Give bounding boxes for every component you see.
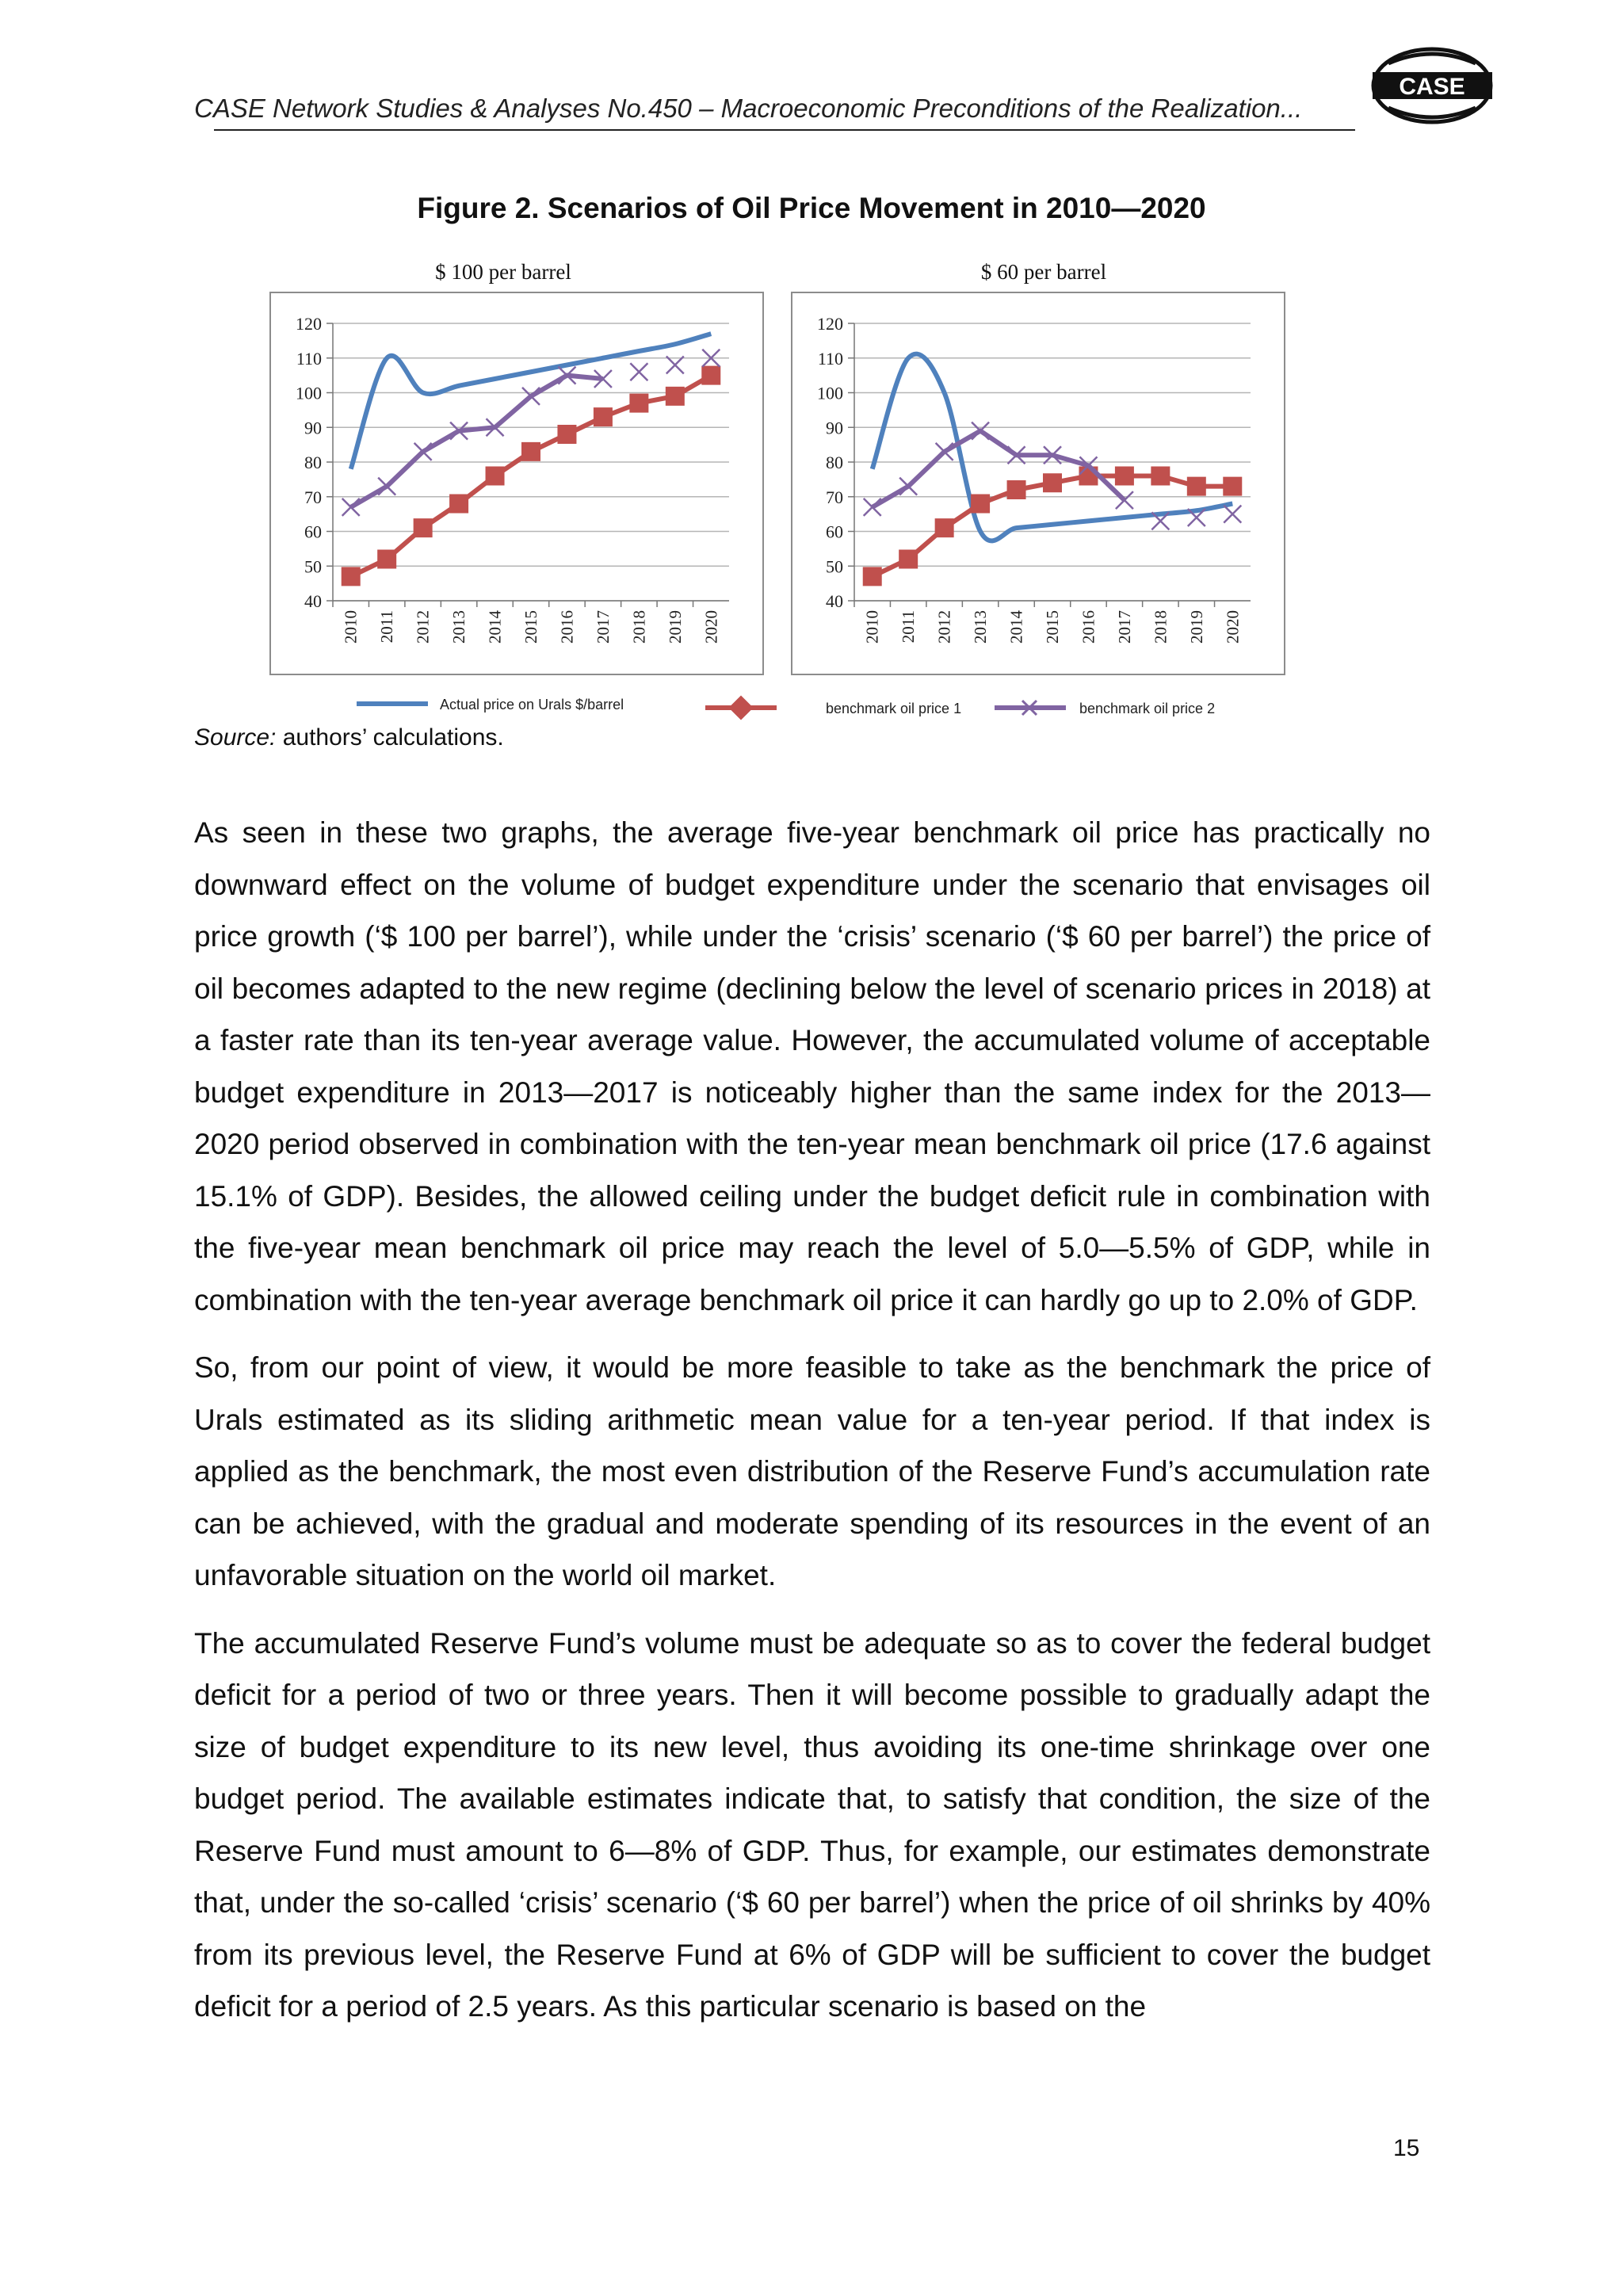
x-tick-label: 2014 [1006,610,1026,644]
y-tick-label: 80 [304,453,322,472]
bench1-point [449,495,468,514]
chart-100-per-barrel [269,292,764,675]
y-tick-label: 120 [296,314,322,334]
bench1-point [863,567,882,586]
chart-60-per-barrel [791,292,1285,675]
bench1-point [1223,477,1242,496]
legend-item-actual [357,697,624,712]
y-tick-label: 70 [304,487,322,507]
chart-2-title: $ 60 per barrel [980,260,1107,284]
bench1-point [629,394,648,413]
x-tick-label: 2015 [1043,610,1062,644]
page-number: 15 [1393,2135,1420,2161]
x-tick-label: 2013 [449,610,469,644]
x-tick-label: 2020 [1223,610,1243,644]
svg-text:benchmark oil price 2: benchmark oil price 2 [1079,701,1216,716]
x-tick-label: 2019 [1186,610,1206,644]
y-tick-label: 60 [304,521,322,542]
y-tick-label: 70 [826,487,843,507]
x-tick-label: 2012 [413,610,433,644]
y-tick-label: 50 [826,556,843,577]
source-text: authors’ calculations. [276,724,504,751]
paragraph: The accumulated Reserve Fund’s volume must be adequate so as to cover the federal budget deficit for a period of two or three years. Then it will become possible to gradually adapt the size of budget expenditure to its new level, thus avoiding its one-time shrinkage over one budget period. The available estimates indicate that, to satisfy that condition, the size of the Reserve Fund must amount to 6—8% of GDP. Thus, for example, our estimates demonstrate that, under the so-called ‘crisis’ scenario (‘$ 60 per barrel’) when the price of oil shrinks by 40% from its previous level, the Reserve Fund at 6% of GDP will be sufficient to cover the budget deficit for a period of 2.5 years. As this particular scenario is based on the [194,1626,1430,2023]
x-tick-label: 2010 [341,610,361,644]
x-tick-label: 2016 [1079,610,1098,644]
running-header: CASE Network Studies & Analyses No.450 – Macroeconomic Preconditions of the Realization... [194,94,1303,123]
bench1-point [935,518,954,537]
x-tick-label: 2020 [701,610,721,644]
y-tick-label: 80 [826,453,843,472]
bench1-point [557,425,576,444]
y-tick-label: 50 [304,556,322,577]
header-rule [214,129,1355,131]
bench1-point [521,442,540,461]
legend-item-bench1 [705,695,961,720]
svg-text:Actual price on Urals $/barrel: Actual price on Urals $/barrel [440,697,624,712]
y-tick-label: 40 [826,591,843,611]
x-tick-label: 2017 [1114,610,1134,644]
y-tick-label: 90 [304,418,322,438]
bench1-point [486,467,505,486]
bench1-point [701,366,720,385]
x-tick-label: 2017 [593,610,613,644]
bench1-point [666,387,685,406]
x-tick-label: 2012 [934,610,954,644]
x-tick-label: 2011 [899,610,918,644]
bench1-point [1043,473,1062,492]
x-tick-label: 2010 [862,610,882,644]
figure-title: Figure 2. Scenarios of Oil Price Movement in 2010—2020 [417,192,1206,224]
bench1-point [971,495,990,514]
y-tick-label: 60 [826,521,843,542]
x-tick-label: 2018 [629,610,649,644]
x-tick-label: 2016 [557,610,577,644]
bench1-point [1151,467,1170,486]
y-tick-label: 110 [296,348,322,369]
y-tick-label: 100 [817,383,843,403]
y-tick-label: 120 [817,314,843,334]
paragraph: So, from our point of view, it would be more feasible to take as the benchmark the price of Urals estimated as its sliding arithmetic mean value for a ten-year period. If that index is applied as the benchmark, the most even distribution of the Reserve Fund’s accumulation rate can be achieved, with the gradual and moderate spending of its resources in the event of an unfavorable situation on the world oil market. [194,1351,1430,1591]
bench1-point [594,407,613,426]
bench1-point [414,518,433,537]
bench1-point [1187,477,1206,496]
source-label: Source: [194,724,277,751]
x-tick-label: 2011 [377,610,397,644]
bench1-point [377,550,396,569]
x-tick-label: 2019 [665,610,685,644]
bench1-point [899,550,918,569]
chart-legend [349,688,1300,728]
x-tick-label: 2015 [521,610,540,644]
y-tick-label: 100 [296,383,322,403]
x-tick-label: 2018 [1151,610,1170,644]
bench1-point [342,567,361,586]
body-text [194,807,1430,2049]
svg-text:benchmark oil price 1: benchmark oil price 1 [826,701,962,716]
y-tick-label: 110 [817,348,843,369]
bench1-point [1115,467,1134,486]
case-logo [1371,46,1494,125]
x-tick-label: 2014 [485,610,505,644]
bench1-point [1007,480,1026,499]
figure-source [194,724,504,751]
paragraph: As seen in these two graphs, the average five-year benchmark oil price has practically no downward effect on the volume of budget expenditure under the scenario that envisages oil price growth (‘$ 100 per barrel’), while under the ‘crisis’ scenario (‘$ 60 per barrel’) the price of oil becomes adapted to the new regime (declining below the level of scenario prices in 2018) at a faster rate than its ten-year average value. However, the accumulated volume of acceptable budget expenditure in 2013—2017 is noticeably higher than the same index for the 2013—2020 period observed in combination with the ten-year mean benchmark oil price (17.6 against 15.1% of GDP). Besides, the allowed ceiling under the budget deficit rule in combination with the five-year mean benchmark oil price may reach the level of 5.0—5.5% of GDP, while in combination with the ten-year average benchmark oil price it can hardly go up to 2.0% of GDP. [194,816,1430,1316]
legend-item-bench2 [995,701,1215,716]
y-tick-label: 40 [304,591,322,611]
x-tick-label: 2013 [971,610,991,644]
chart-1-title: $ 100 per barrel [435,260,571,284]
svg-text:CASE: CASE [1399,74,1465,100]
y-tick-label: 90 [826,418,843,438]
